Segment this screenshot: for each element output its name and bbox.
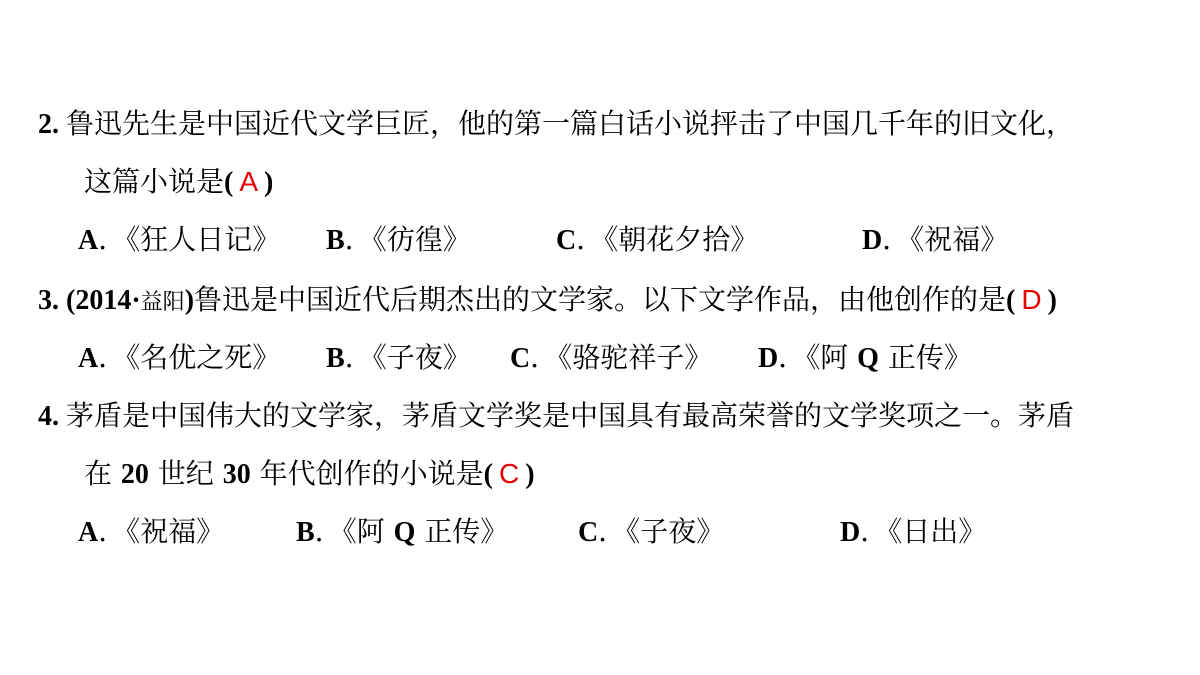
question-text: 这篇小说是 <box>84 165 225 198</box>
question-number: 4 <box>38 401 52 432</box>
source-place: 益阳 <box>140 290 185 315</box>
question-text: 茅盾是中国伟大的文学家，茅盾文学奖是中国具有最高荣誉的文学奖项之一。茅盾 <box>66 399 1075 432</box>
question-3-line-1: 3. (2014·益阳)鲁迅是中国近代后期杰出的文学家。以下文学作品，由他创作的是( D ) <box>38 280 1057 323</box>
question-text: 鲁迅是中国近代后期杰出的文学家。以下文学作品，由他创作的是 <box>194 283 1007 316</box>
option-d: D．《阿 Q 正传》 <box>758 341 972 374</box>
option-a: A．《名优之死》 <box>78 341 281 374</box>
question-4-line-2: 在 20 世纪 30 年代创作的小说是( C ) <box>84 454 535 495</box>
question-number: 3 <box>38 285 52 316</box>
option-c: C．《朝花夕拾》 <box>556 223 759 256</box>
option-c: C．《骆驼祥子》 <box>510 341 713 374</box>
option-a: A．《狂人日记》 <box>78 223 281 256</box>
option-d: D．《祝福》 <box>862 223 1009 256</box>
question-text: 鲁迅先生是中国近代文学巨匠，他的第一篇白话小说抨击了中国几千年的旧文化， <box>66 107 1075 140</box>
answer-mark: C <box>498 458 520 489</box>
option-d: D．《日出》 <box>840 515 987 548</box>
answer-mark: D <box>1021 284 1042 315</box>
question-4-line-1: 4. 茅盾是中国伟大的文学家，茅盾文学奖是中国具有最高荣誉的文学奖项之一。茅盾 <box>38 399 1075 432</box>
answer-mark: A <box>239 166 259 197</box>
question-2-line-1: 2. 鲁迅先生是中国近代文学巨匠，他的第一篇白话小说抨击了中国几千年的旧文化， <box>38 107 1075 140</box>
option-b: B．《子夜》 <box>326 341 471 374</box>
question-2-line-2: 这篇小说是( A ) <box>84 162 273 203</box>
option-c: C．《子夜》 <box>578 515 725 548</box>
option-b: B．《彷徨》 <box>326 223 471 256</box>
source-year: 2014 <box>75 285 132 316</box>
option-a: A．《祝福》 <box>78 515 225 548</box>
option-b: B．《阿 Q 正传》 <box>296 515 509 548</box>
question-number: 2 <box>38 109 52 140</box>
